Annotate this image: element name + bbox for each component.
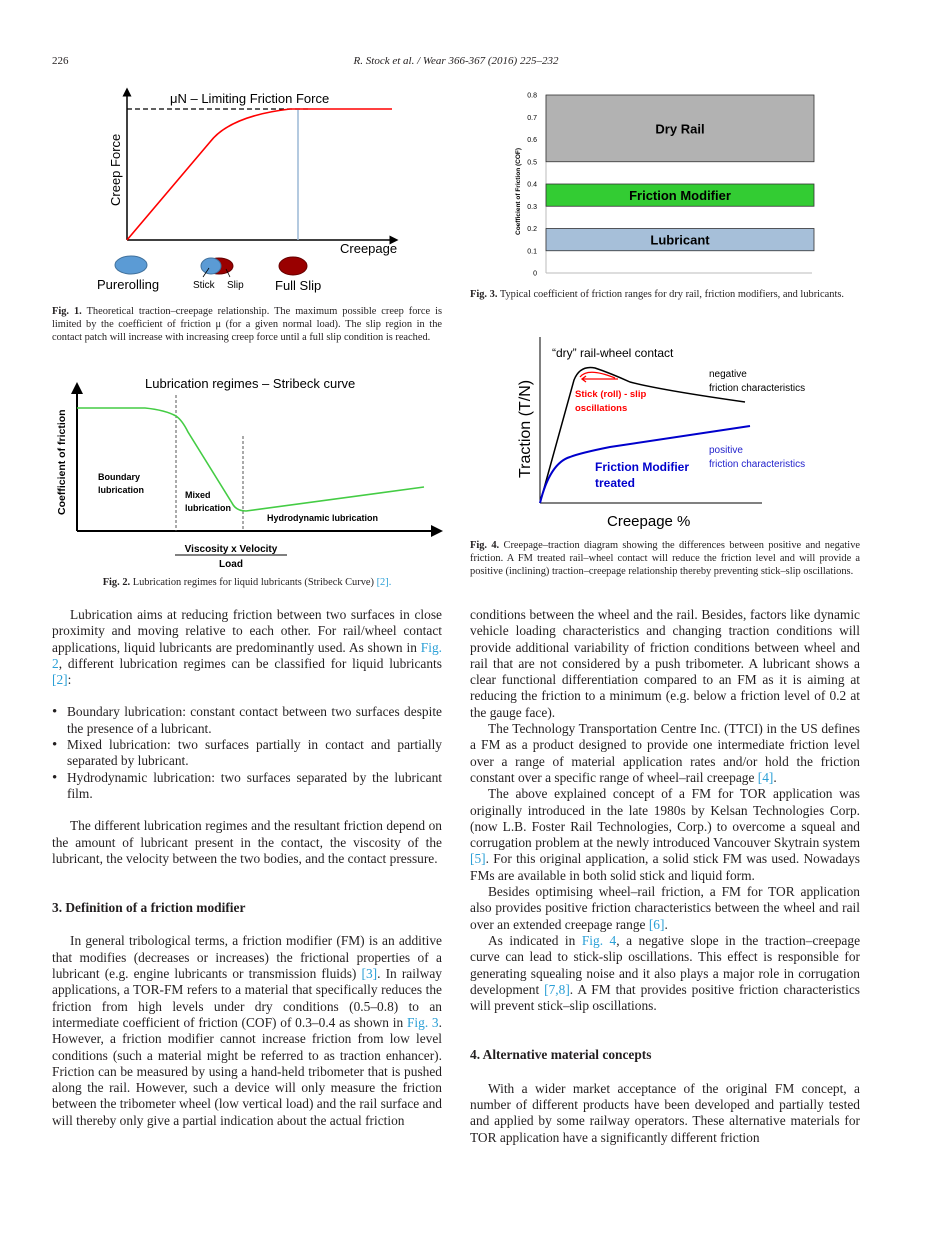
left-column: [52, 607, 442, 1129]
citation-link[interactable]: [2]: [52, 672, 68, 688]
fig2-link[interactable]: Fig. 2: [52, 639, 442, 671]
y-tick-label: 0.2: [527, 226, 537, 233]
stick-icon: [201, 258, 221, 274]
caption-label: Fig. 2.: [102, 577, 131, 588]
figure-3: [500, 85, 830, 285]
caption-label: Fig. 4.: [470, 540, 500, 551]
paragraph: conditions between the wheel and the rail. Besides, factors like dynamic vehicle loading characteristics and changing traction conditions will provide additional variability of friction conditions between wheel and rail that are not considered by a push tribometer. A lubricant shows a clear functional differentiation compared to an FM as it is aiming at reducing the friction to a minimum (e.g. below a friction level of 0.2 at the gauge face).: [470, 607, 860, 720]
caption-label: Fig. 1.: [52, 306, 82, 317]
figure-4: [500, 335, 830, 535]
bullet-item: • Hydrodynamic lubrication: two surfaces separated by the lubricant film.: [52, 770, 442, 803]
bar-label: Friction Modifier: [629, 188, 731, 204]
fig2-caption: [52, 576, 442, 589]
paragraph: The above explained concept of a FM for TOR application was originally introduced in the late 1980s by Kelsan Technologies Corp. (now L.B. Foster Rail Technologies, Corp.) to overcome a squeal and corrugation problem at the newly introduced Vancouver Skytrain system [5]. For this original application, a solid stick FM was used. Nowadays FMs are available in both solid stick and liquid form.: [470, 786, 860, 883]
y-label: Coefficient of Friction (COF): [515, 147, 522, 235]
y-label: Traction (T/N): [517, 379, 534, 478]
y-tick-label: 0.6: [527, 137, 537, 144]
citation-link[interactable]: [5]: [470, 851, 486, 867]
boundary-label: lubrication: [98, 485, 145, 495]
purerolling-label: Purerolling: [97, 277, 160, 292]
bullet-item: • Mixed lubrication: two surfaces partially in contact and partially separated by lubricant.: [52, 737, 442, 770]
dry-label: “dry” rail-wheel contact: [552, 346, 674, 360]
positive-label: friction characteristics: [709, 459, 806, 470]
boundary-label: Boundary: [98, 472, 141, 482]
pure-rolling-icon: [115, 256, 147, 274]
caption-text: Typical coefficient of friction ranges for dry rail, friction modifiers, and lubricants.: [499, 289, 845, 300]
fig1-caption: [52, 305, 442, 345]
y-tick-label: 0.3: [527, 203, 537, 211]
paragraph: The different lubrication regimes and the resultant friction depend on the amount of lubricant present in the contact, the viscosity of the lubricant, the velocity between the two bodies, and the contact pressure.: [52, 818, 442, 866]
paragraph: In general tribological terms, a friction modifier (FM) is an additive that modifies (decreases or increases) the frictional properties of a lubricant (e.g. engine lubricants or transmission fluids) [3]. In railway applications, a TOR-FM refers to a material that specifically reduces the friction from high levels under dry conditions (0.5–0.8) to an intermediate coefficient of friction (COF) of 0.3–0.4 as shown in Fig. 3. However, a friction modifier cannot increase friction from low level conditions (such a material might be referred to as traction enhancer). Friction can be measured by using a hand-held tribometer that is pushed along the rail. However, such a device will only measure the friction between the tribometer wheel (low vertical load) and the rail surface and will thereby only give a partial indication about the actual friction: [52, 933, 442, 1128]
bullet-item: • Boundary lubrication: constant contact between two surfaces despite the presence of a lubricant.: [52, 704, 442, 737]
figure-1: [0, 80, 460, 300]
y-tick-label: 0.1: [527, 248, 537, 256]
y-tick-label: 0: [533, 270, 537, 278]
page-number: 226: [52, 55, 69, 67]
section-heading: 3. Definition of a friction modifier: [52, 900, 246, 916]
negative-label: negative: [709, 369, 747, 380]
citation-link[interactable]: [4]: [757, 769, 774, 785]
bar-label: Lubricant: [650, 232, 710, 248]
hydrodynamic-label: Hydrodynamic lubrication: [267, 513, 379, 523]
stick-slip-label: oscillations: [575, 403, 628, 414]
fig4-caption: [470, 539, 860, 579]
full-slip-icon: [279, 257, 307, 275]
x-label: Creepage: [340, 241, 398, 256]
slip-label: Slip: [227, 280, 244, 291]
paragraph: As indicated in Fig. 4, a negative slope in the traction–creepage curve can lead to stick-slip oscillations. This effect is responsible for generating squealing noise and it also plays a major role in corrugation development [7,8]. A FM that provides positive friction characteristics will prevent stick–slip oscillations.: [470, 932, 861, 1014]
section-heading: 4. Alternative material concepts: [470, 1047, 652, 1063]
citation-link[interactable]: [3]: [361, 966, 378, 982]
citation-link[interactable]: [7,8]: [544, 981, 570, 997]
y-tick-label: 0.8: [527, 92, 537, 100]
limit-label: μN – Limiting Friction Force: [170, 91, 330, 106]
stribeck-curve: [77, 408, 424, 511]
y-tick-label: 0.5: [527, 159, 537, 167]
caption-text: Lubrication regimes for liquid lubricants (Stribeck Curve): [132, 577, 374, 588]
full-slip-label: Full Slip: [275, 278, 322, 293]
creep-curve: [127, 109, 392, 240]
y-tick-label: 0.7: [527, 114, 537, 122]
fig3-caption: [470, 288, 860, 301]
y-tick-label: 0.4: [527, 181, 537, 189]
paragraph: Lubrication aims at reducing friction between two surfaces in close proximity and moving relative to each other. For rail/wheel contact applications, liquid lubricants are predominantly used. As shown in Fig. 2, different lubrication regimes can be classified for liquid lubricants [2]:: [52, 607, 442, 688]
x-label-denominator: Load: [219, 559, 243, 570]
caption-text: Theoretical traction–creepage relationship. The maximum possible creep force is limited by the coefficient of friction μ (for a given normal load). The slip region in the contact patch will increase with increasing creep force until a full slip condition is reached.: [52, 306, 442, 344]
stick-slip-label: Stick (roll) - slip: [575, 389, 647, 400]
citation-link[interactable]: [2].: [376, 577, 392, 588]
stick-label: Stick: [193, 280, 215, 291]
y-label: Coefficient of friction: [56, 409, 68, 515]
positive-label: positive: [709, 445, 743, 456]
x-label-numerator: Viscosity x Velocity: [184, 544, 278, 555]
citation-link[interactable]: [6]: [648, 916, 665, 932]
figure-2: [0, 370, 460, 575]
paragraph: The Technology Transportation Centre Inc. (TTCI) in the US defines a FM as a product designed to provide one intermediate friction level over a range of material application rates and/or hold the friction constant over a specific range of wheel–rail creepage [4].: [470, 721, 860, 785]
fm-label: treated: [595, 476, 636, 490]
x-label: Creepage %: [607, 513, 691, 530]
fig4-link[interactable]: Fig. 4: [581, 932, 617, 948]
fm-label: Friction Modifier: [595, 460, 689, 474]
right-column: [470, 607, 860, 1146]
mixed-label: lubrication: [185, 503, 232, 513]
running-head: R. Stock et al. / Wear 366-367 (2016) 225–232: [353, 55, 559, 67]
mixed-label: Mixed: [185, 490, 211, 500]
caption-text: Creepage–traction diagram showing the differences between positive and negative friction. A FM treated rail–wheel contact will reduce the friction level and will provide a positive (inclining) traction–creepage relationship thereby preventing stick–slip oscillations.: [470, 540, 860, 578]
y-label: Creep Force: [108, 133, 123, 206]
fig3-link[interactable]: Fig. 3: [406, 1014, 439, 1030]
bar-label: Dry Rail: [655, 121, 705, 137]
negative-label: friction characteristics: [709, 383, 806, 394]
caption-label: Fig. 3.: [470, 289, 498, 300]
fig2-title: Lubrication regimes – Stribeck curve: [145, 376, 356, 391]
paragraph: Besides optimising wheel–rail friction, a FM for TOR application also provides positive friction characteristics between the wheel and rail over an extended creepage range [6].: [470, 884, 860, 932]
paragraph: With a wider market acceptance of the original FM concept, a number of different products have been developed and partially tested and applied by some railway operators. These alternative materials for TOR application have a significantly different friction: [470, 1080, 860, 1145]
